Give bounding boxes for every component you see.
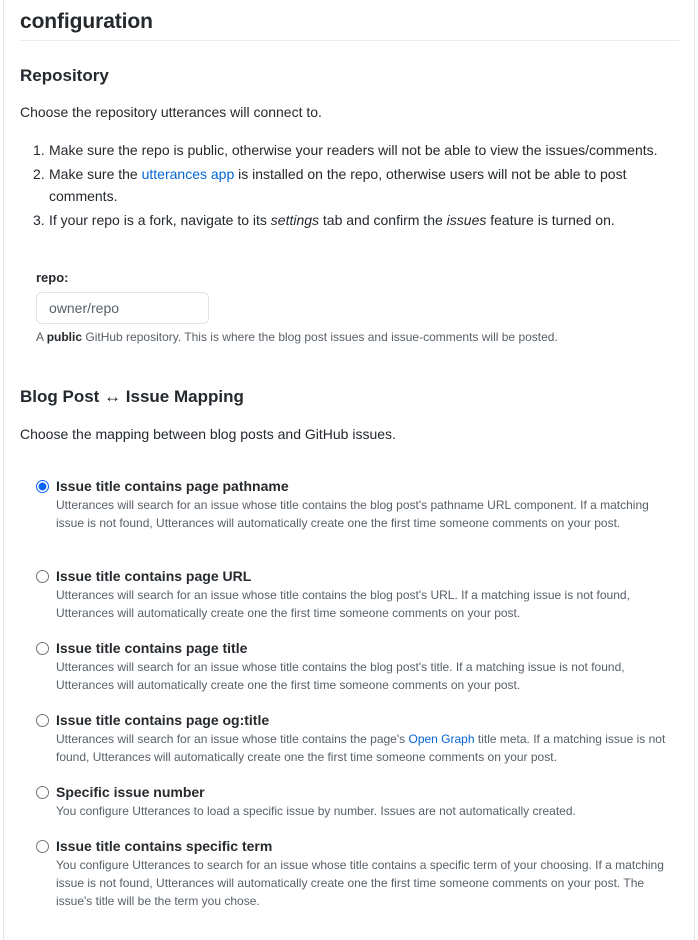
mapping-option-og-title[interactable]: Issue title contains page og:title Utterances will search for an issue whose title contains the page's Open Graph title meta. If a matching issue is not found, Utterances will automatically create one the first time someone comments on your post. <box>36 711 676 783</box>
radio-title[interactable] <box>36 642 49 655</box>
repo-input[interactable] <box>36 292 209 324</box>
mapping-options <box>36 477 676 927</box>
mapping-option-pathname[interactable]: Issue title contains page pathname Utterances will search for an issue whose title contains the blog post's pathname URL component. If a matching issue is not found, Utterances will automatically create one the first time someone comments on your post. <box>36 477 676 567</box>
repository-heading: Repository <box>20 66 109 85</box>
configuration-panel <box>3 0 695 940</box>
mapping-lead: Choose the mapping between blog posts and GitHub issues. <box>20 426 396 442</box>
mapping-option-url[interactable]: Issue title contains page URL Utterances will search for an issue whose title contains the blog post's URL. If a matching issue is not found, Utterances will automatically create one the first time someone comments on your post. <box>36 567 676 639</box>
mapping-option-title[interactable]: Issue title contains page title Utterances will search for an issue whose title contains the blog post's title. If a matching issue is not found, Utterances will automatically create one the first time someone comments on your post. <box>36 639 676 711</box>
step-item: 1. Make sure the repo is public, otherwise your readers will not be able to view the issues/comments. <box>33 142 658 158</box>
radio-specific-term[interactable] <box>36 840 49 853</box>
mapping-heading: Blog Post ↔ Issue Mapping <box>20 387 244 406</box>
radio-url[interactable] <box>36 570 49 583</box>
repository-lead: Choose the repository utterances will connect to. <box>20 104 322 120</box>
utterances-app-link[interactable]: utterances app <box>141 166 235 182</box>
step-item: 3. If your repo is a fork, navigate to its settings tab and confirm the issues feature is turned on. <box>33 212 615 228</box>
radio-issue-number[interactable] <box>36 786 49 799</box>
mapping-option-specific-term[interactable]: Issue title contains specific term You configure Utterances to search for an issue whose title contains a specific term of your choosing. If a matching issue is not found, Utterances will automatically create one the first time someone comments on your post. The issue's title will be the term you chose. <box>36 837 676 927</box>
page-title: configuration <box>20 8 679 41</box>
repo-label: repo: <box>36 270 69 285</box>
repo-note: A public GitHub repository. This is where the blog post issues and issue-comments will be posted. <box>36 330 558 344</box>
radio-og-title[interactable] <box>36 714 49 727</box>
radio-pathname[interactable] <box>36 480 49 493</box>
mapping-option-issue-number[interactable]: Specific issue number You configure Utterances to load a specific issue by number. Issues are not automatically created. <box>36 783 676 837</box>
repository-steps <box>20 139 660 233</box>
step-item: 2. Make sure the utterances app is installed on the repo, otherwise users will not be able to post comments. <box>33 166 627 204</box>
open-graph-link[interactable]: Open Graph <box>408 732 475 746</box>
repo-field <box>36 268 656 346</box>
